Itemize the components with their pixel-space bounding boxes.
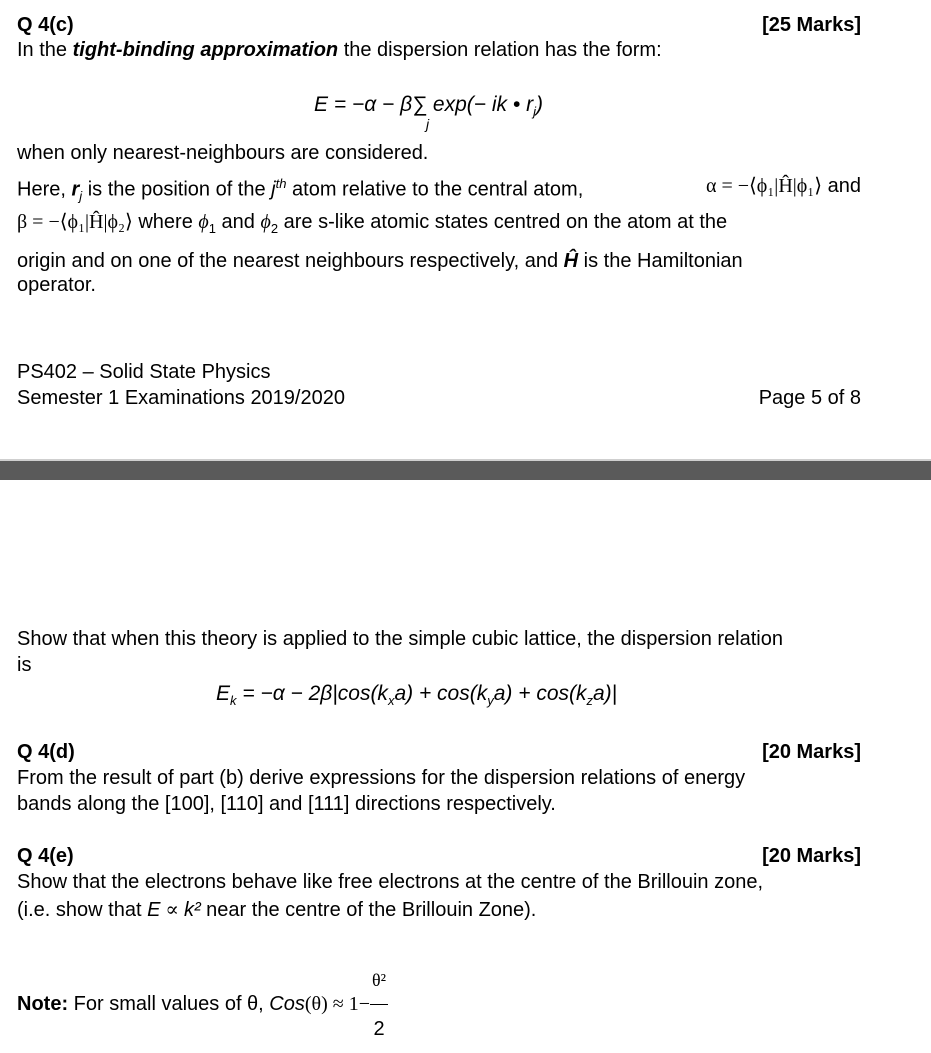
alpha-definition: α = −⟨ϕ₁|Ĥ|ϕ₁⟩ and [705, 175, 861, 197]
q4c-intro: In the tight-binding approximation the dispersion relation has the form: [17, 39, 662, 61]
dispersion-equation: E = −α − β∑ exp(− ik • $r_j$) [314, 93, 543, 120]
show-that-line1: Show that when this theory is applied to the simple cubic lattice, the dispersion relation [17, 628, 783, 650]
q4e-line2: (i.e. show that E ∝ k² near the centre of the Brillouin Zone). [17, 899, 537, 921]
q4e-line1: Show that the electrons behave like free electrons at the centre of the Brillouin zone, [17, 871, 763, 893]
note-label: Note: [17, 992, 69, 1015]
origin-line: origin and on one of the nearest neighbours respectively, and Ĥ is the Hamiltonian [17, 250, 743, 272]
q4e-marks: [20 Marks] [762, 845, 861, 867]
q4d-line1: From the result of part (b) derive expressions for the dispersion relations of energy [17, 767, 746, 789]
q4d-heading: Q 4(d) [17, 741, 75, 763]
theta-fraction: $\frac{\text{θ²}}{2}$ [370, 956, 388, 1053]
page-divider [0, 461, 931, 480]
note-line: Note: For small values of θ, Cos(θ) ≈ 1− $\frac{\text{θ²}}{2}$ [17, 956, 388, 1053]
q4e-heading: Q 4(e) [17, 845, 74, 867]
footer-semester: Semester 1 Examinations 2019/2020 [17, 387, 345, 409]
tight-binding-term: tight-binding approximation [72, 39, 339, 61]
ek-equation: $E_k = -\alpha - 2\beta|\cos(k_xa) + \cos(k_ya) + \cos(k_za)|$ [216, 682, 618, 709]
here-line: Here, $r_j$ is the position of the $j^{th}$ atom relative to the central atom, [17, 176, 584, 204]
footer-page-number: Page 5 of 8 [758, 387, 861, 409]
operator-line: operator. [17, 274, 96, 296]
q4d-line2: bands along the [100], [110] and [111] directions respectively. [17, 793, 556, 815]
q4d-marks: [20 Marks] [762, 741, 861, 763]
sum-index: j [426, 116, 430, 132]
q4c-marks: [25 Marks] [762, 14, 861, 36]
q4c-heading: Q 4(c) [17, 14, 74, 36]
nn-line: when only nearest-neighbours are considered. [17, 142, 429, 164]
beta-line: β = −⟨ϕ₁|Ĥ|ϕ₂⟩ where $\phi_1$ and $\phi_2$ are s-like atomic states centred on the atom at the [17, 211, 728, 236]
footer-course: PS402 – Solid State Physics [17, 361, 271, 383]
show-that-line2: is [17, 654, 32, 676]
